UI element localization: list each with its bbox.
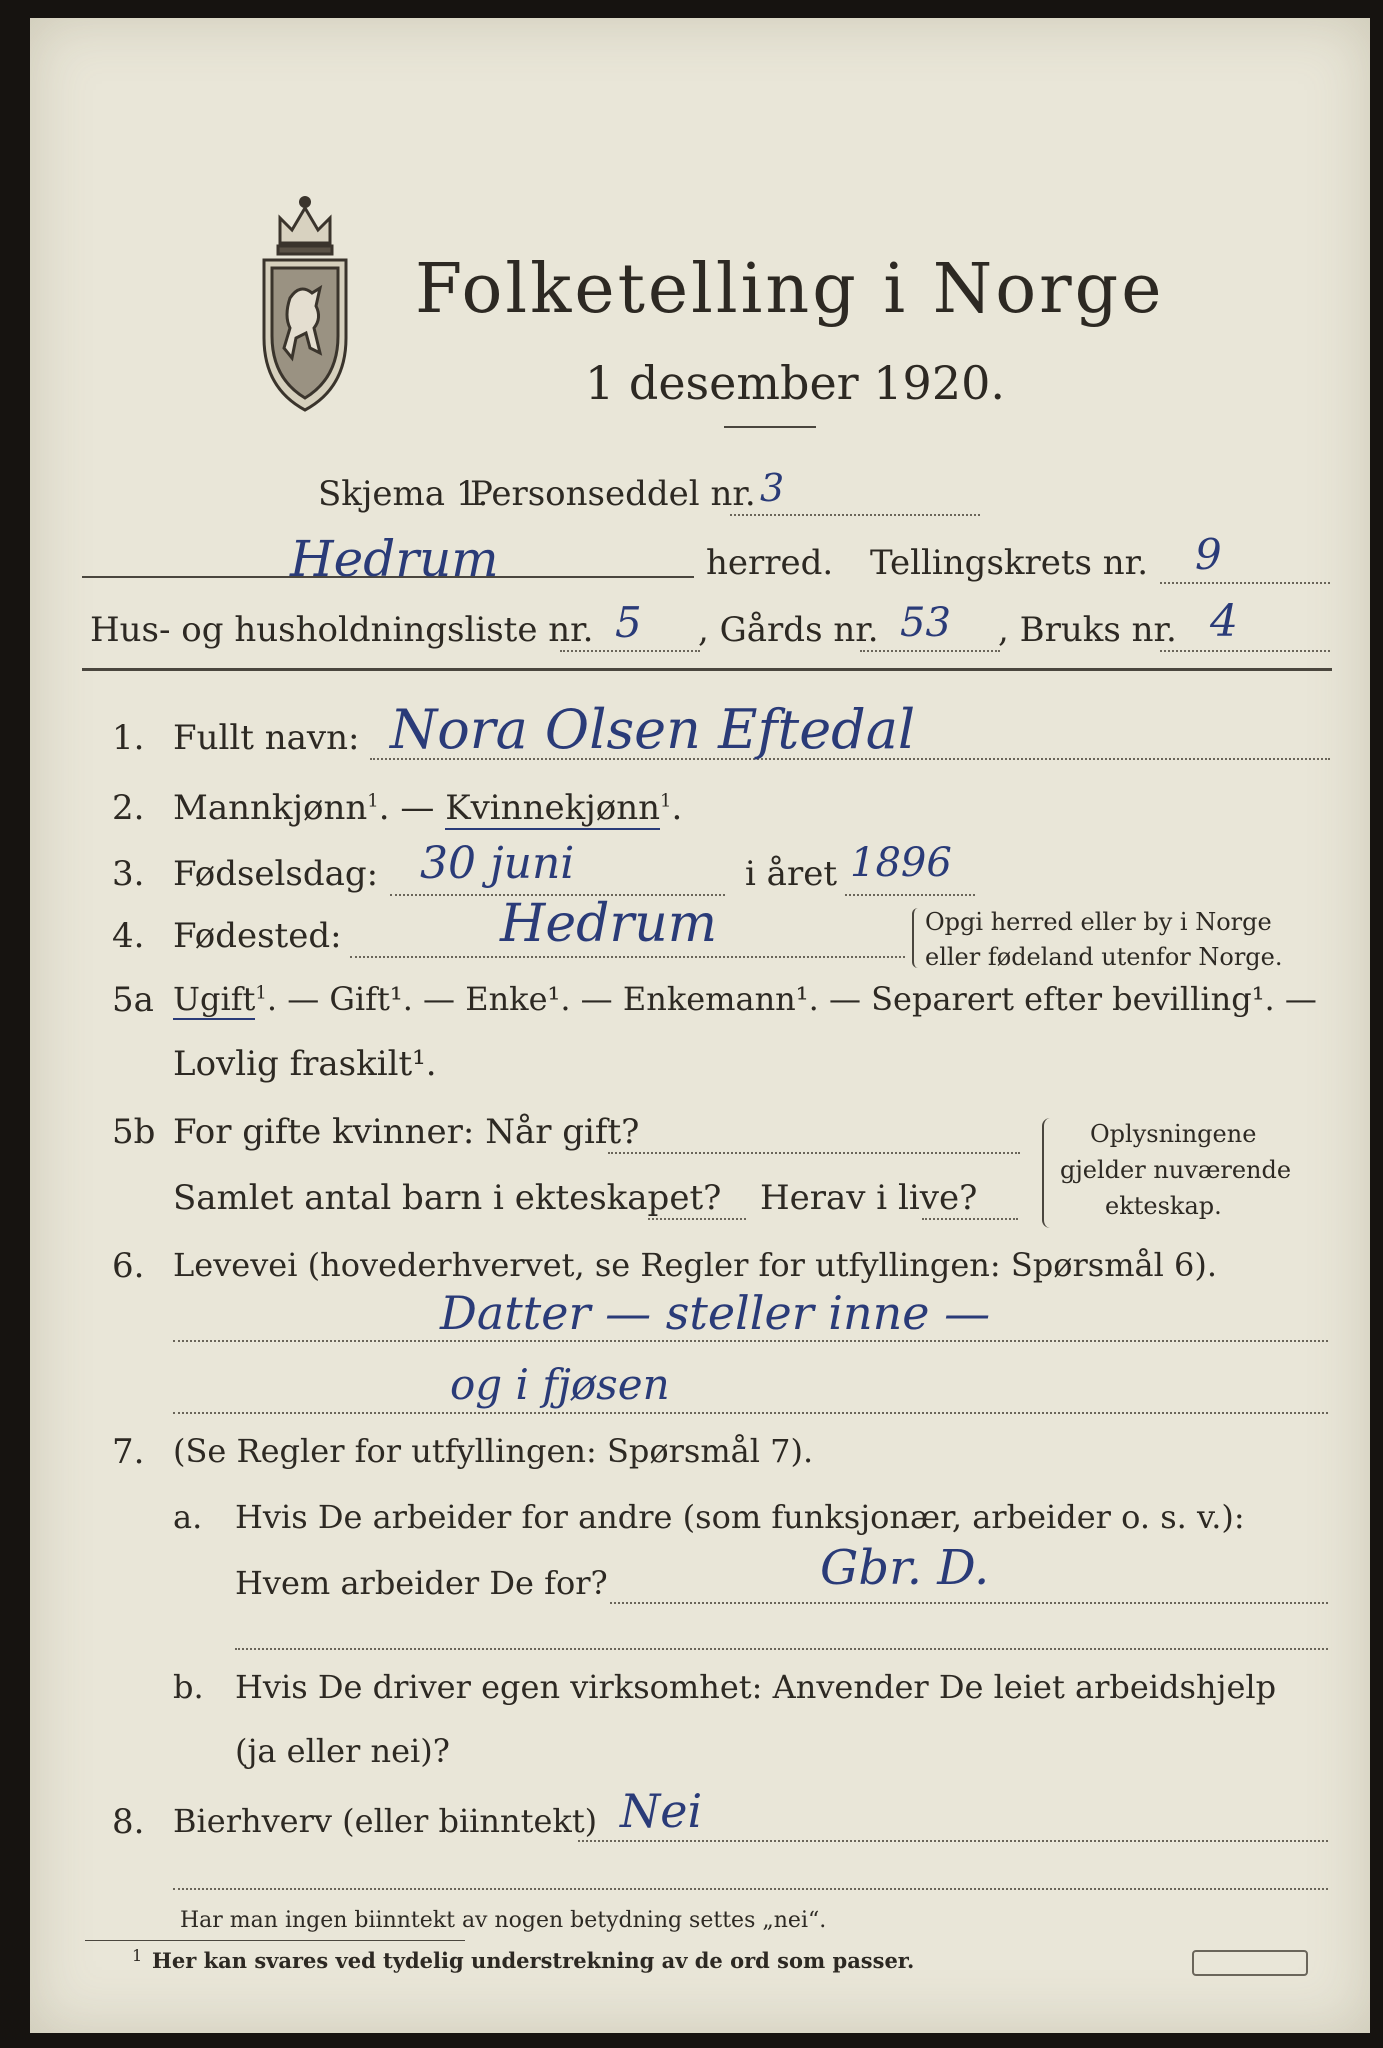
- footnote-divider: [85, 1940, 465, 1941]
- q7a-line: [610, 1602, 1328, 1604]
- q7b-line2: (ja eller nei)?: [235, 1732, 450, 1770]
- q3-year-line: [845, 894, 975, 896]
- q1-value: Nora Olsen Eftedal: [390, 698, 916, 761]
- q8-extra-line: [173, 1888, 1328, 1890]
- q5b-label3: Herav i live?: [760, 1178, 978, 1218]
- personseddel-line: [730, 514, 980, 516]
- q6-line2: [173, 1412, 1328, 1414]
- footer-note: Har man ingen biinntekt av nogen betydning settes „nei“.: [180, 1908, 827, 1933]
- hus-value: 5: [615, 598, 642, 647]
- q3-label: Fødselsdag:: [173, 854, 379, 894]
- q3-year-value: 1896: [850, 840, 952, 886]
- form-title: Folketelling i Norge: [415, 250, 1165, 329]
- q3-number: 3.: [112, 854, 145, 894]
- herred-value: Hedrum: [290, 530, 499, 588]
- hus-line: [560, 650, 700, 652]
- hus-label: Hus- og husholdningsliste nr.: [90, 610, 594, 650]
- tellingskrets-value: 9: [1195, 530, 1222, 579]
- gards-line: [860, 650, 1000, 652]
- q3-year-label: i året: [745, 854, 837, 894]
- q2-sep: . —: [378, 788, 446, 828]
- q3-value: 30 juni: [420, 838, 575, 889]
- q5a-number: 5a: [112, 980, 154, 1020]
- q5b-label1: For gifte kvinner: Når gift?: [173, 1112, 640, 1152]
- bruks-label: , Bruks nr.: [998, 610, 1177, 650]
- bruks-line: [1160, 650, 1330, 652]
- personseddel-value: 3: [760, 466, 785, 510]
- title-divider: [724, 426, 816, 428]
- q4-note-line1: Opgi herred eller by i Norge: [925, 908, 1272, 936]
- q6-line1: [173, 1340, 1328, 1342]
- q6-value1: Datter — steller inne —: [440, 1286, 991, 1340]
- herred-label: herred.: [706, 543, 834, 583]
- footnote-text: Her kan svares ved tydelig understrekning av de ord som passer.: [152, 1948, 915, 1973]
- q7-label: (Se Regler for utfyllingen: Spørsmål 7).: [173, 1432, 814, 1470]
- q5b-label2: Samlet antal barn i ekteskapet?: [173, 1178, 722, 1218]
- q5a-rest: . — Gift¹. — Enke¹. — Enkemann¹. — Separert efter bevilling¹. —: [266, 980, 1317, 1018]
- footnote-mark: 1: [132, 1946, 143, 1965]
- q4-value: Hedrum: [500, 894, 718, 954]
- q5b-line1: [608, 1152, 1020, 1154]
- q8-line: [578, 1840, 1328, 1842]
- q6-value2: og i fjøsen: [450, 1360, 670, 1409]
- q5b-note1: Oplysningene: [1090, 1120, 1257, 1148]
- q7a-line2: Hvem arbeider De for?: [235, 1564, 608, 1602]
- q7b-letter: b.: [173, 1668, 204, 1706]
- q5a-options: Ugift$^1$. — Gift¹. — Enke¹. — Enkemann¹. — Separert efter bevilling¹. —: [173, 980, 1317, 1018]
- q2-label: Mannkjønn$^1$. — Kvinnekjønn$^1$.: [173, 788, 683, 828]
- tellingskrets-line: [1160, 582, 1330, 584]
- q6-label: Levevei (hovederhvervet, se Regler for utfyllingen: Spørsmål 6).: [173, 1246, 1218, 1284]
- q2-end: .: [671, 788, 683, 828]
- q7a-extra-line: [235, 1648, 1328, 1650]
- q4-note-brace: [912, 908, 920, 968]
- census-form-page: [30, 18, 1370, 2033]
- q7b-line1: Hvis De driver egen virksomhet: Anvender De leiet arbeidshjelp: [235, 1668, 1277, 1706]
- printer-stamp: [1192, 1950, 1308, 1976]
- q7a-line1: Hvis De arbeider for andre (som funksjonær, arbeider o. s. v.):: [235, 1498, 1245, 1536]
- q7a-letter: a.: [173, 1498, 203, 1536]
- q4-line: [350, 956, 905, 958]
- tellingskrets-label: Tellingskrets nr.: [870, 543, 1149, 583]
- q8-value: Nei: [620, 1784, 703, 1838]
- gards-label: , Gårds nr.: [698, 610, 879, 650]
- q8-number: 8.: [112, 1802, 145, 1842]
- q5a-line2: Lovlig fraskilt¹.: [173, 1044, 437, 1084]
- q5b-line3: [922, 1218, 1018, 1220]
- q5b-line2: [648, 1218, 746, 1220]
- bruks-value: 4: [1210, 596, 1238, 647]
- q1-label: Fullt navn:: [173, 718, 360, 758]
- q7a-value: Gbr. D.: [820, 1540, 990, 1596]
- q1-number: 1.: [112, 718, 145, 758]
- q2-male: Mannkjønn: [173, 788, 368, 828]
- q7-number: 7.: [112, 1432, 145, 1472]
- q5b-note-brace: [1042, 1118, 1052, 1228]
- personseddel-label: Personseddel nr.: [470, 474, 756, 514]
- coat-of-arms-icon: [250, 188, 360, 418]
- q4-note-line2: eller fødeland utenfor Norge.: [925, 943, 1283, 971]
- q2-female: Kvinnekjønn: [445, 788, 660, 828]
- q5a-ugift: Ugift: [173, 980, 256, 1018]
- q4-number: 4.: [112, 916, 145, 956]
- form-date: 1 desember 1920.: [585, 356, 1005, 410]
- q5b-note3: ekteskap.: [1105, 1192, 1222, 1220]
- q5b-number: 5b: [112, 1112, 156, 1152]
- q8-label: Bierhverv (eller biinntekt): [173, 1802, 598, 1840]
- q5b-note2: gjelder nuværende: [1060, 1156, 1292, 1184]
- header-rule: [82, 668, 1332, 671]
- gards-value: 53: [900, 600, 951, 646]
- q2-number: 2.: [112, 788, 145, 828]
- schema-label: Skjema 1.: [318, 474, 489, 514]
- q4-label: Fødested:: [173, 916, 342, 956]
- q6-number: 6.: [112, 1246, 145, 1286]
